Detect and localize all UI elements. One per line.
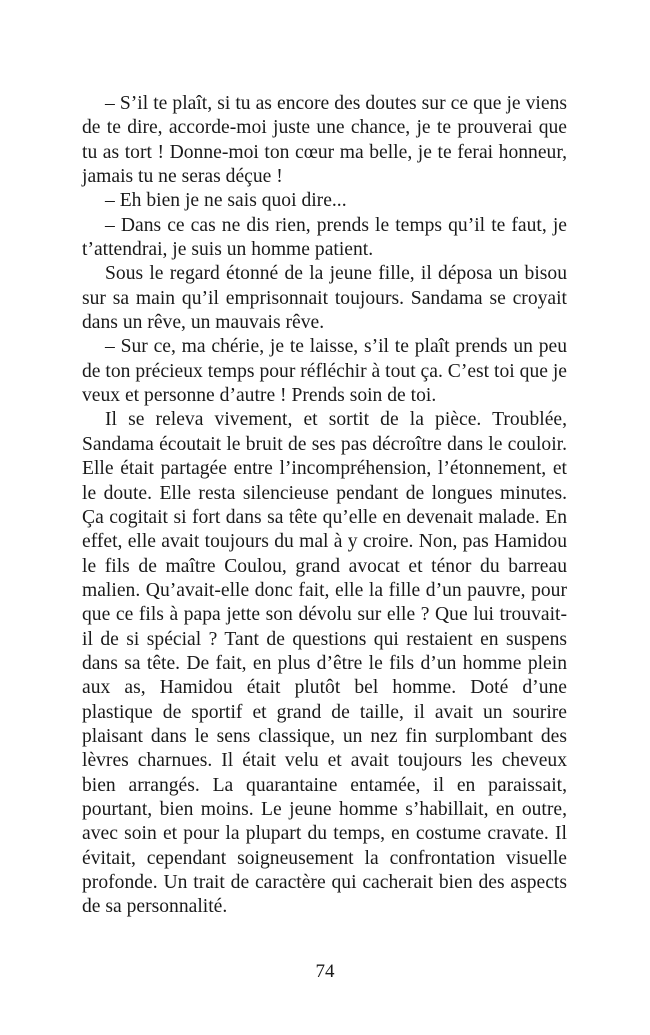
paragraph: Il se releva vivement, et sortit de la pièce. Troublée, Sandama écoutait le bruit de ses pas décroître dans le couloir. Elle était partagée entre l’incompréhension, l’étonnement, et le doute. Elle resta silencieuse pendant de longues minutes. Ça cogitait si fort dans sa tête qu’elle en devenait malade. En effet, elle avait toujours du mal à y croire. Non, pas Hamidou le fils de maître Coulou, grand avocat et ténor du barreau malien. Qu’avait-elle donc fait, elle la fille d’un pauvre, pour que ce fils à papa jette son dévolu sur elle ? Que lui trouvait-il de si spécial ? Tant de questions qui restaient en suspens dans sa tête. De fait, en plus d’être le fils d’un homme plein aux as, Hamidou était plutôt bel homme. Doté d’une plastique de sportif et grand de taille, il avait un sourire plaisant dans le sens classique, un nez fin surplombant des lèvres charnues. Il était velu et avait toujours les cheveux bien arrangés. La quarantaine entamée, il en paraissait, pourtant, bien moins. Le jeune homme s’habillait, en outre, avec soin et pour la plupart du temps, en costume cravate. Il évitait, cependant soigneusement la confrontation visuelle profonde. Un trait de caractère qui cacherait bien des aspects de sa personnalité. [82, 409, 567, 918]
paragraph: – Dans ce cas ne dis rien, prends le temps qu’il te faut, je t’attendrai, je suis un homme patient. [82, 214, 567, 261]
page-number: 74 [315, 961, 335, 982]
body-text [82, 92, 567, 920]
paragraph: – Eh bien je ne sais quoi dire... [105, 190, 347, 212]
paragraph: Sous le regard étonné de la jeune fille, il déposa un bisou sur sa main qu’il emprisonnait toujours. Sandama se croyait dans un rêve, un mauvais rêve. [82, 263, 567, 334]
paragraph: – Sur ce, ma chérie, je te laisse, s’il te plaît prends un peu de ton précieux temps pour réfléchir à tout ça. C’est toi que je veux et personne d’autre ! Prends soin de toi. [82, 336, 567, 407]
paragraph: – S’il te plaît, si tu as encore des doutes sur ce que je viens de te dire, accorde-moi juste une chance, je te prouverai que tu as tort ! Donne-moi ton cœur ma belle, je te ferai honneur, jamais tu ne seras déçue ! [82, 93, 567, 188]
